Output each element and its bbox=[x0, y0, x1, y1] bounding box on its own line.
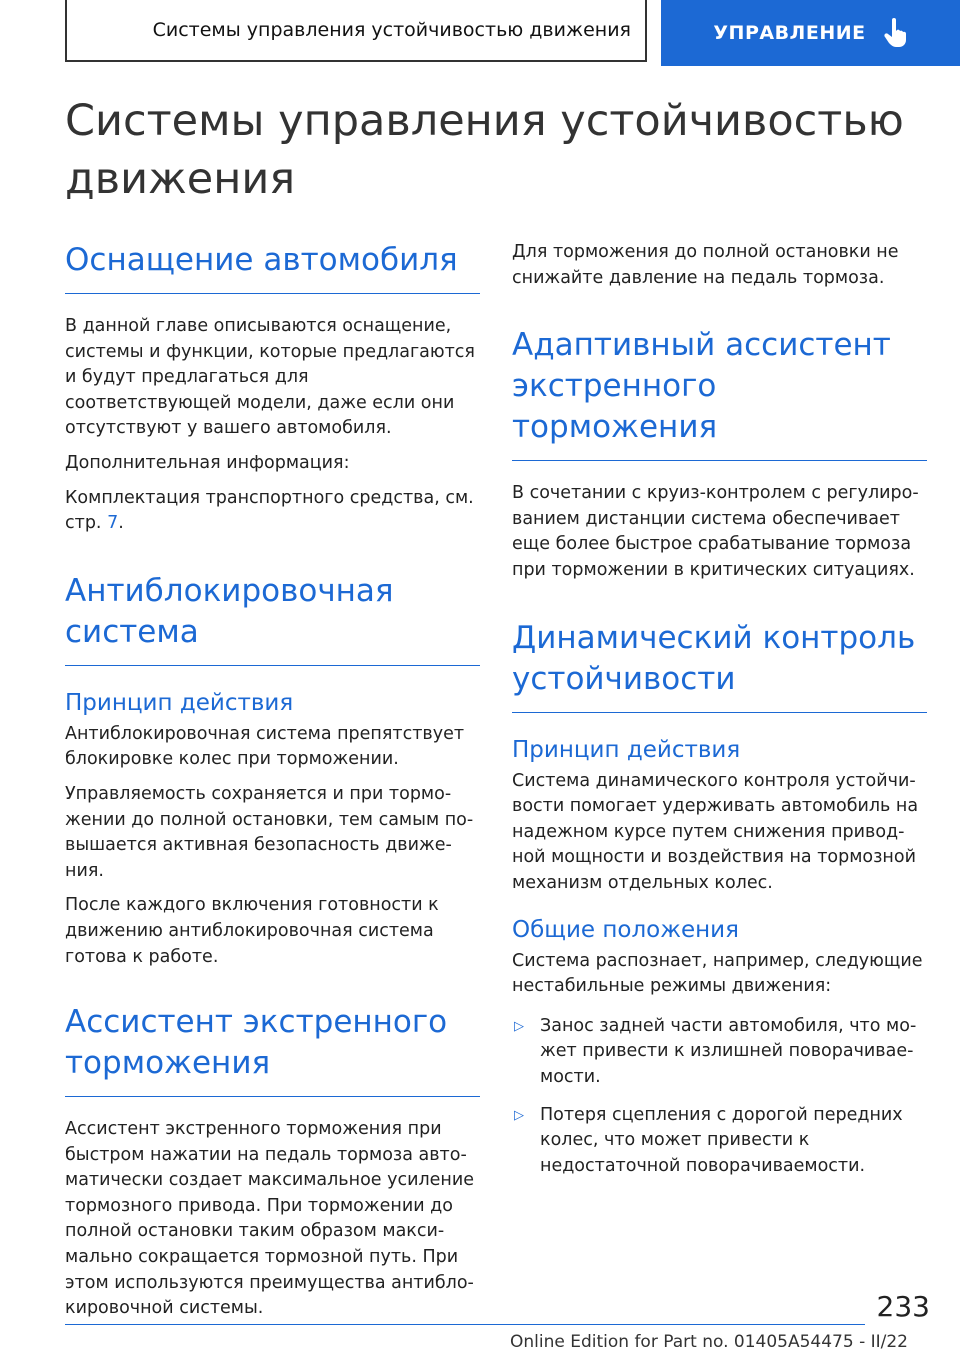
section-brake-assist bbox=[65, 1002, 480, 1322]
triangle-bullet-icon: ▷ bbox=[514, 1107, 524, 1123]
equipment-paragraph-2: Дополнительная информация: bbox=[65, 452, 350, 473]
section-dsc bbox=[512, 618, 927, 1180]
section-adaptive-brake-assist bbox=[512, 325, 927, 583]
list-item bbox=[512, 1014, 927, 1091]
header-chapter-tab[interactable] bbox=[661, 0, 960, 66]
section-abs bbox=[65, 571, 480, 970]
header-tab-label: УПРАВЛЕНИЕ bbox=[713, 22, 866, 44]
right-column bbox=[512, 240, 927, 1179]
dsc-paragraph-1: Система динамического контроля устойчивости помогает удерживать автомобиль на надежном курсе путем снижения приводной мощности и воздействия на тормозной механизм отдельных колес. bbox=[512, 770, 919, 893]
footer-divider bbox=[65, 1324, 865, 1325]
heading-adaptive-brake-assist: Адаптивный ассистент экстренного торможения bbox=[512, 325, 927, 461]
brake-assist-paragraph-1: Ассистент экстренного торможения при быстром нажатии на педаль тормоза автоматически создает максимальное усиление тормозного привода. При торможении до полной остановки таким образом максимально сокращается тормозной путь. При этом используются преимущества антиблокировочной системы. bbox=[65, 1119, 474, 1319]
subheading-dsc-general: Общие положения bbox=[512, 916, 739, 943]
equipment-paragraph-1: В данной главе описываются оснащение, системы и функции, которые предлагаются и будут предлагаться для соответствующей модели, даже если они отсутствуют у вашего автомобиля. bbox=[65, 316, 475, 439]
header-section-box bbox=[65, 0, 647, 62]
header-section-title: Системы управления устойчивостью движения bbox=[152, 19, 631, 41]
left-column bbox=[65, 240, 480, 1322]
heading-equipment: Оснащение автомобиля bbox=[65, 240, 480, 294]
page-number: 233 bbox=[876, 1290, 930, 1323]
abs-paragraph-2: Управляемость сохраняется и при торможении до полной остановки, тем самым повышается активная безопасность движения. bbox=[65, 783, 474, 881]
page-title: Системы управления устойчивостью движения bbox=[65, 96, 904, 204]
abs-paragraph-3: После каждого включения готовности к движению антиблокировочная система готова к работе. bbox=[65, 895, 439, 967]
heading-dsc: Динамический контроль устойчивости bbox=[512, 618, 927, 713]
list-item bbox=[512, 1103, 927, 1180]
equipment-ref-end: . bbox=[118, 513, 124, 534]
hand-pointer-icon bbox=[884, 18, 908, 48]
page-reference-link[interactable]: 7 bbox=[107, 513, 119, 534]
subheading-abs-principle: Принцип действия bbox=[65, 689, 294, 716]
triangle-bullet-icon: ▷ bbox=[514, 1018, 524, 1034]
list-item-text: Занос задней части автомобиля, что может привести к излишней поворачиваемости. bbox=[540, 1015, 917, 1087]
footer-edition-text: Online Edition for Part no. 01405A54475 - II/22 bbox=[509, 1332, 908, 1352]
equipment-ref-text: Комплектация транспортного средства, см. стр. bbox=[65, 487, 474, 534]
brake-assist-paragraph-2: Для торможения до полной остановки не снижайте давление на педаль тормоза. bbox=[512, 242, 899, 288]
subheading-dsc-principle: Принцип действия bbox=[512, 736, 741, 763]
list-item-text: Потеря сцепления с дорогой передних колес, что может привести к недостаточной поворачиваемости. bbox=[540, 1104, 903, 1176]
heading-abs: Антиблокировочная система bbox=[65, 571, 480, 666]
section-equipment bbox=[65, 240, 480, 537]
dsc-bullet-list bbox=[512, 1014, 927, 1180]
equipment-paragraph-3 bbox=[65, 486, 480, 537]
abs-paragraph-1: Антиблокировочная система препятствует блокировке колес при торможении. bbox=[65, 723, 465, 770]
heading-brake-assist: Ассистент экстренного торможения bbox=[65, 1002, 480, 1097]
adaptive-paragraph-1: В сочетании с круиз-контролем с регулированием дистанции система обеспечивает еще более быстрое срабатывание тормоза при торможении в критических ситуациях. bbox=[512, 483, 919, 580]
dsc-paragraph-2: Система распознает, например, следующие нестабильные режимы движения: bbox=[512, 950, 923, 997]
